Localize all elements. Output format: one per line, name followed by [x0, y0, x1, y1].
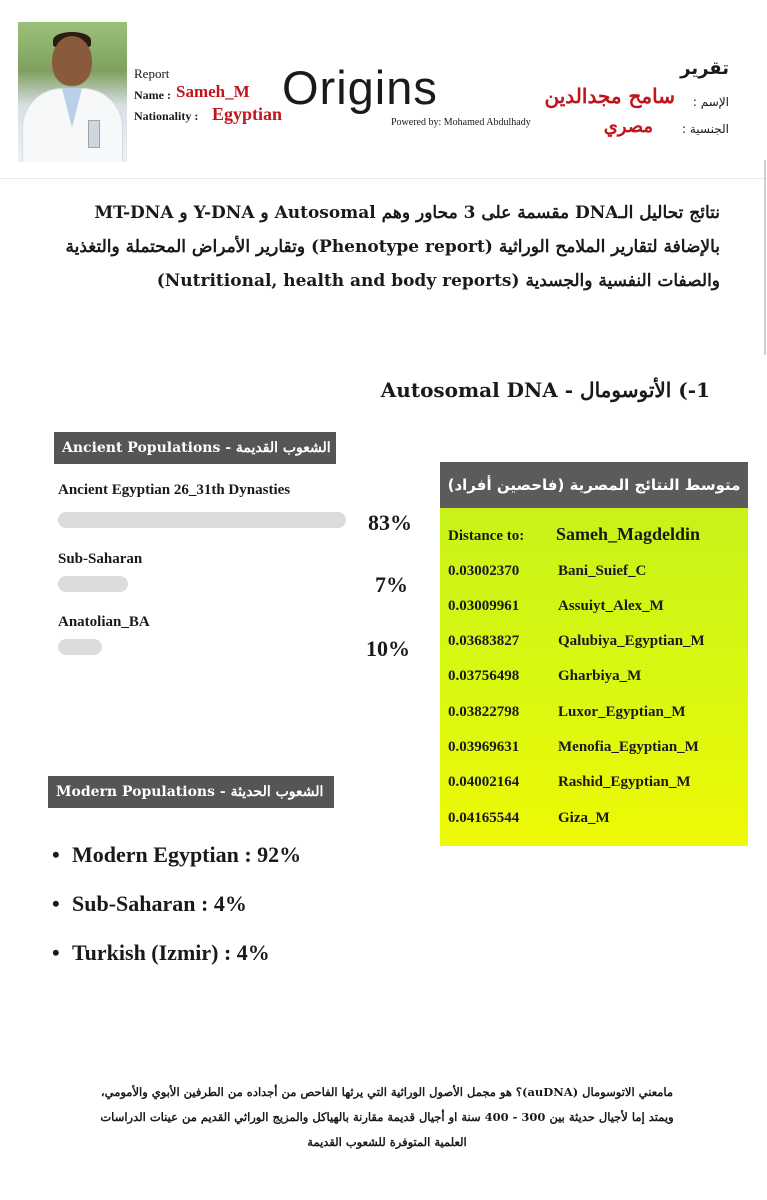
powered-by: Powered by: Mohamed Abdulhady — [391, 117, 531, 128]
modern-pop-item — [52, 891, 247, 917]
ancient-populations-header: Ancient Populations - الشعوب القديمة — [54, 432, 336, 464]
name-value: Sameh_M — [176, 82, 250, 101]
distance-value: 0.03002370 — [448, 563, 520, 579]
distance-row — [448, 739, 699, 756]
distance-value: 0.03969631 — [448, 739, 520, 755]
distance-value: 0.04002164 — [448, 774, 520, 790]
bullet: • — [52, 891, 60, 916]
nationality-value: Egyptian — [212, 104, 283, 124]
distance-row — [448, 598, 664, 615]
modern-populations-header: Modern Populations - الشعوب الحديثة — [48, 776, 334, 808]
report-label: Report — [134, 66, 170, 81]
intro-text — [40, 196, 720, 298]
intro-line: بالإضافة لتقارير الملامح الوراثية (Phenotype report) وتقارير الأمراض المحتملة والتغذية — [65, 237, 720, 257]
distance-population: Bani_Suief_C — [558, 563, 647, 579]
distance-row — [448, 668, 641, 685]
footer-line: ويمتد إما لأجيال حديثة بين 300 - 400 سنة او أجيال قديمة مقارنة بالهياكل والمزيج الوراثي القديم من عينات الدراسات — [100, 1110, 674, 1124]
ancient-pop-label: Ancient Egyptian 26_31th Dynasties — [58, 482, 291, 498]
ancient-pop-bar — [58, 639, 102, 655]
nationality-label: Nationality : — [134, 109, 199, 123]
modern-pop-text: Sub-Saharan : 4% — [72, 891, 247, 916]
arabic-nationality-label: الجنسية : — [682, 122, 729, 136]
origins-logo: Origins — [282, 61, 438, 114]
ancient-pop-percent: 83% — [368, 510, 412, 535]
modern-pop-text: Turkish (Izmir) : 4% — [72, 940, 270, 965]
distance-title — [448, 524, 700, 545]
bullet: • — [52, 842, 60, 867]
arabic-name-label: الإسم : — [692, 95, 729, 109]
name-label: Name : — [134, 88, 171, 102]
distance-value: 0.03683827 — [448, 633, 520, 649]
intro-line: نتائج تحاليل الـDNA مقسمة على 3 محاور وهم Autosomal و Y-DNA و MT-DNA — [94, 203, 720, 223]
ancient-pop-bar — [58, 512, 346, 528]
ancient-pop-bar — [58, 576, 128, 592]
autosomal-explanation — [60, 1080, 714, 1155]
distance-row — [448, 704, 686, 721]
arabic-nationality-value: مصري — [603, 116, 653, 137]
profile-photo — [18, 22, 127, 162]
distance-value: 0.04165544 — [448, 810, 520, 826]
distance-population: Rashid_Egyptian_M — [558, 774, 691, 790]
distance-population: Gharbiya_M — [558, 668, 642, 684]
ancient-pop-percent: 7% — [375, 572, 408, 597]
section-title-autosomal: 1-) الأتوسومال - Autosomal DNA — [380, 378, 710, 402]
distance-row — [448, 563, 646, 580]
intro-line: والصفات النفسية والجسدية (Nutritional, health and body reports) — [156, 271, 720, 291]
modern-pop-text: Modern Egyptian : 92% — [72, 842, 302, 867]
ancient-pop-label: Anatolian_BA — [58, 614, 150, 630]
distance-row — [448, 633, 705, 650]
distance-value: 0.03756498 — [448, 668, 520, 684]
ancient-pop-percent: 10% — [366, 636, 410, 661]
distance-row — [448, 774, 691, 791]
edge-line — [764, 160, 766, 355]
distance-population: Assuiyt_Alex_M — [558, 598, 664, 614]
distance-title-key: Distance to: — [448, 528, 525, 544]
distance-row — [448, 810, 610, 827]
distance-panel — [440, 508, 748, 846]
distance-value: 0.03822798 — [448, 704, 520, 720]
footer-line: العلمية المتوفرة للشعوب القديمة — [307, 1135, 467, 1149]
distance-population: Luxor_Egyptian_M — [558, 704, 686, 720]
arabic-report-label: تقرير — [680, 58, 729, 79]
modern-pop-item — [52, 940, 270, 966]
distance-population: Qalubiya_Egyptian_M — [558, 633, 705, 649]
header-divider — [0, 178, 767, 179]
arabic-name-value: سامح مجدالدين — [544, 84, 675, 108]
distance-title-value: Sameh_Magdeldin — [556, 524, 701, 544]
ancient-pop-label: Sub-Saharan — [58, 551, 143, 567]
distance-panel-header: متوسط النتائج المصرية (فاحصين أفراد) — [440, 462, 748, 508]
distance-population: Giza_M — [558, 810, 610, 826]
bullet: • — [52, 940, 60, 965]
distance-value: 0.03009961 — [448, 598, 520, 614]
distance-population: Menofia_Egyptian_M — [558, 739, 699, 755]
modern-pop-item — [52, 842, 301, 868]
footer-line: مامعني الاتوسومال (auDNA)؟ هو مجمل الأصول الوراثية التي يرثها الفاحص من أجداده من الطرفين الأبوي والأمومي، — [100, 1085, 674, 1099]
